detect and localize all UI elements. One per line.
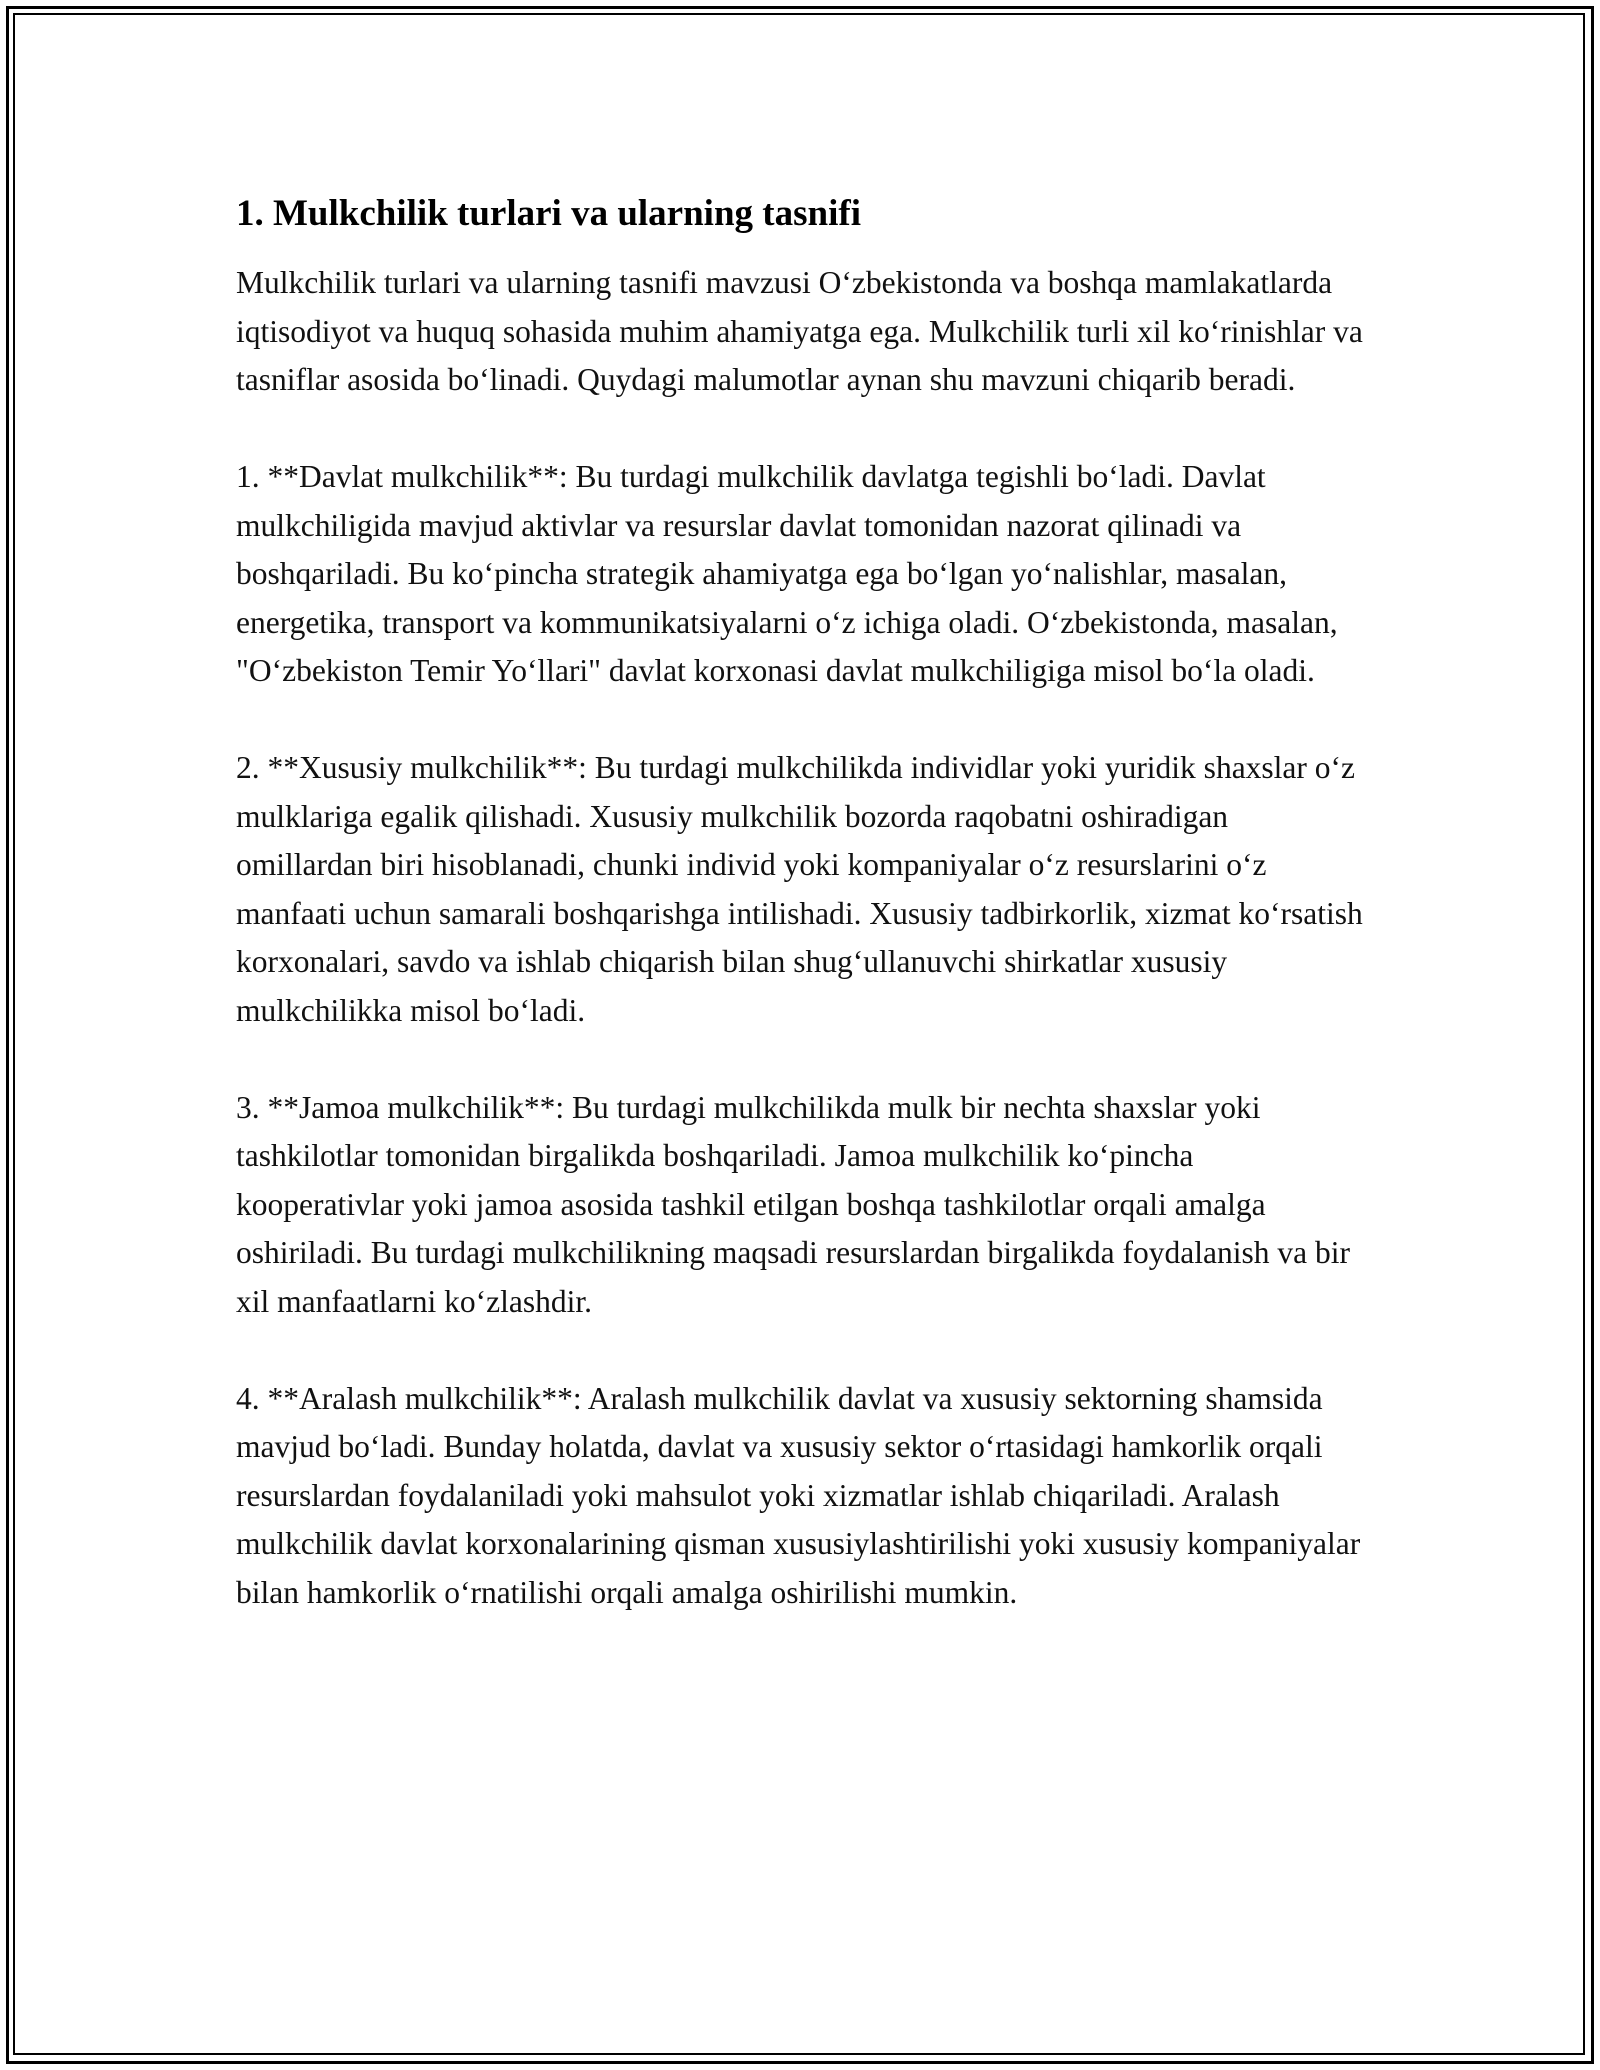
intro-paragraph: Mulkchilik turlari va ularning tasnifi mavzusi O‘zbekistonda va boshqa mamlakatlarda iqtisodiyot va huquq sohasida muhim ahamiyatga ega. Mulkchilik turli xil ko‘rinishlar va tasniflar asosida bo‘linadi. Quydagi malumotlar aynan shu mavzuni chiqarib beradi. <box>236 265 1363 397</box>
paragraph-jamoa-mulkchilik: 3. **Jamoa mulkchilik**: Bu turdagi mulkchilikda mulk bir nechta shaxslar yoki tashkilotlar tomonidan birgalikda boshqariladi. Jamoa mulkchilik ko‘pincha kooperativlar yoki jamoa asosida tashkil etilgan boshqa tashkilotlar orqali amalga oshiriladi. Bu turdagi mulkchilikning maqsadi resurslardan birgalikda foydalanish va bir xil manfaatlarni ko‘zlashdir. <box>236 1089 1350 1319</box>
document-body <box>236 188 1366 1617</box>
document-heading: 1. Mulkchilik turlari va ularning tasnifi <box>236 193 861 234</box>
paragraph-xususiy-mulkchilik: 2. **Xususiy mulkchilik**: Bu turdagi mulkchilikda individlar yoki yuridik shaxslar o‘z mulklariga egalik qilishadi. Xususiy mulkchilik bozorda raqobatni oshiradigan omillardan biri hisoblanadi, chunki individ yoki kompaniyalar o‘z resurslarini o‘z manfaati uchun samarali boshqarishga intilishadi. Xususiy tadbirkorlik, xizmat ko‘rsatish korxonalari, savdo va ishlab chiqarish bilan shug‘ullanuvchi shirkatlar xususiy mulkchilikka misol bo‘ladi. <box>236 750 1363 1028</box>
paragraph-davlat-mulkchilik: 1. **Davlat mulkchilik**: Bu turdagi mulkchilik davlatga tegishli bo‘ladi. Davlat mulkchiligida mavjud aktivlar va resurslar davlat tomonidan nazorat qilinadi va boshqariladi. Bu ko‘pincha strategik ahamiyatga ega bo‘lgan yo‘nalishlar, masalan, energetika, transport va kommunikatsiyalarni o‘z ichiga oladi. O‘zbekistonda, masalan, "O‘zbekiston Temir Yo‘llari" davlat korxonasi davlat mulkchiligiga misol bo‘la oladi. <box>236 459 1338 688</box>
paragraph-aralash-mulkchilik: 4. **Aralash mulkchilik**: Aralash mulkchilik davlat va xususiy sektorning shamsida mavjud bo‘ladi. Bunday holatda, davlat va xususiy sektor o‘rtasidagi hamkorlik orqali resurslardan foydalaniladi yoki mahsulot yoki xizmatlar ishlab chiqariladi. Aralash mulkchilik davlat korxonalarining qisman xususiylashtirilishi yoki xususiy kompaniyalar bilan hamkorlik o‘rnatilishi orqali amalga oshirilishi mumkin. <box>236 1380 1361 1610</box>
